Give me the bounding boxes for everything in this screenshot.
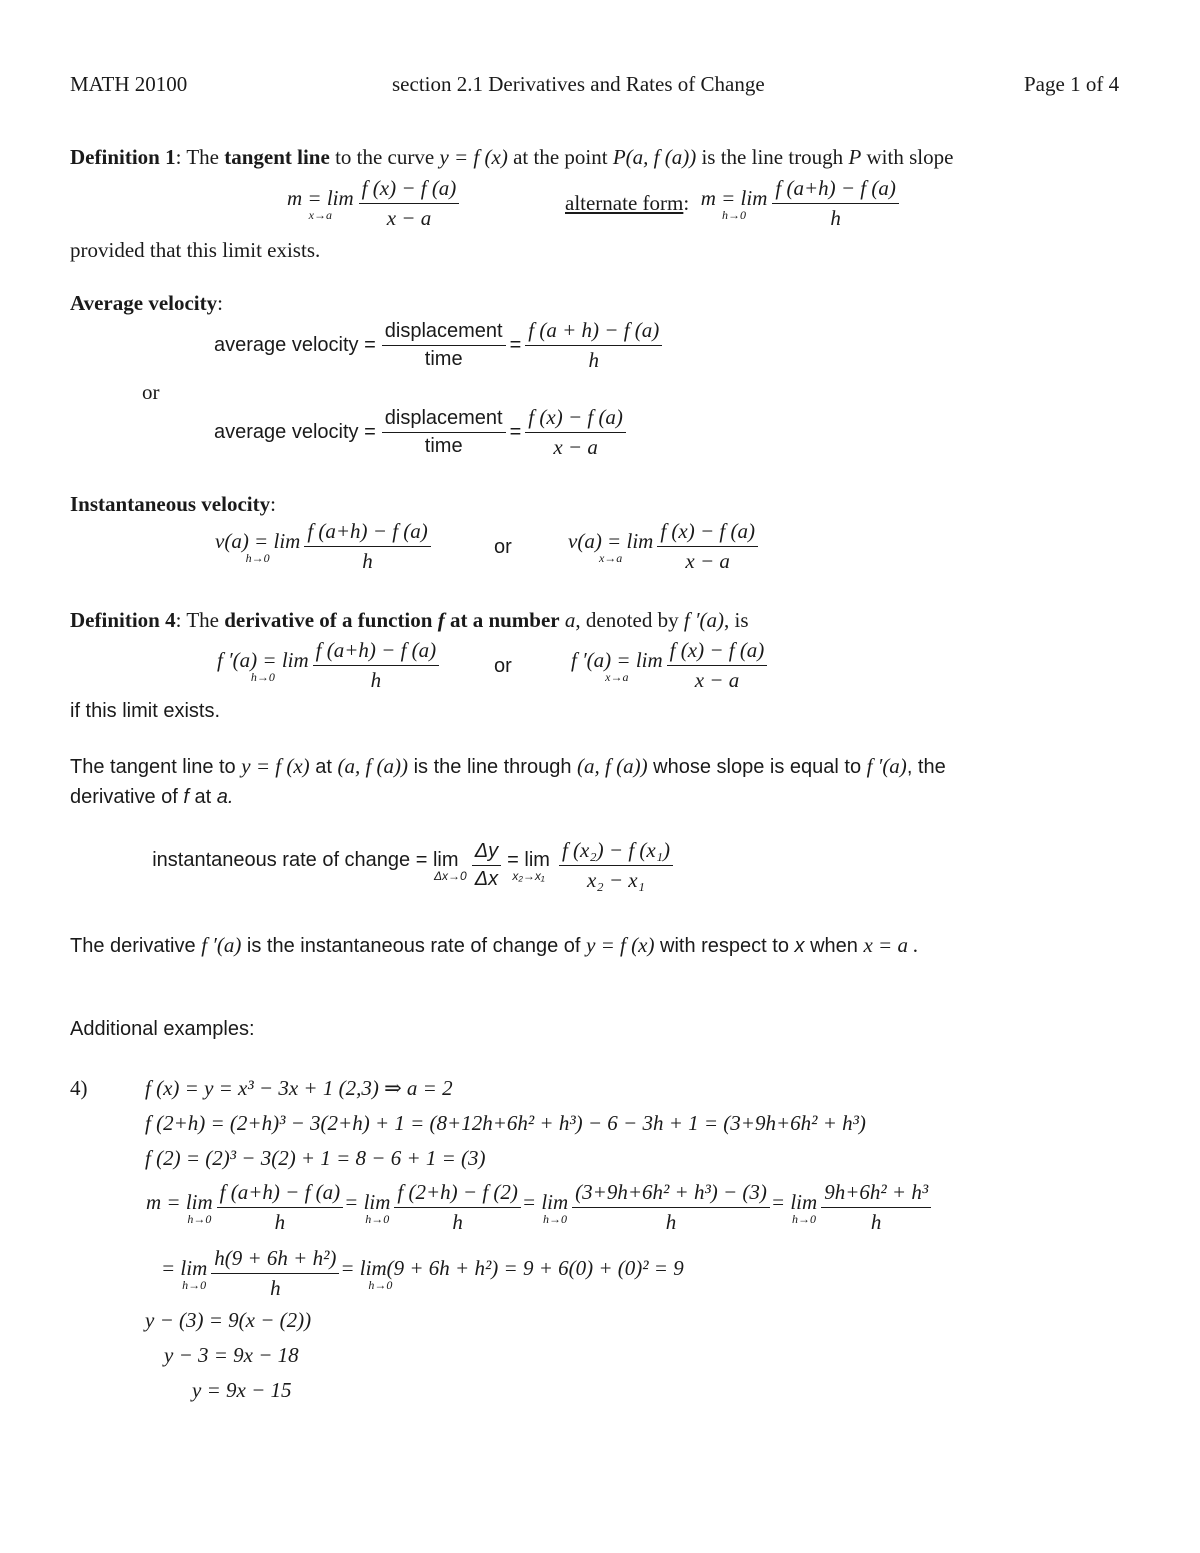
tangent-line-note: The tangent line to y = f (x) at (a, f (a)) is the line through (a, f (a)) whose slope is equal to f ′(a), the [70,754,946,778]
section-title: section 2.1 Derivatives and Rates of Change [392,72,765,96]
example-limit-line: = lim h→0 $\frac{\text{h(9 + 6h + h²)}}{h}$ = lim(9 + 6h + h²) = 9 + 6(0) + (0)² = 9 h→0 [161,1246,684,1300]
additional-examples-heading: Additional examples: [70,1018,255,1040]
slope-formula: m = lim x→a $\frac{f (x) - f (a)}{x - a}$ [286,176,459,231]
definition-1-label: Definition 1 [70,145,176,169]
example-expansion-line: f (2+h) = (2+h)³ − 3(2+h) + 1 = (8+12h+6h² + h³) − 6 − 3h + 1 = (3+9h+6h² + h³) [145,1111,866,1135]
definition-1-footer: provided that this limit exists. [70,238,321,262]
alternate-slope-formula: alternate form : m = lim h→0 $\frac{f (a+h) - f (a)}{h}$ [565,176,899,231]
alternate-form-label: alternate form [565,191,684,215]
tangent-line-term: tangent line [224,145,330,169]
derivative-formula-1: f ′(a) = lim h→0 $\frac{f (a+h) - f (a)}{h}$ [216,638,439,693]
example-point-slope-line: y − (3) = 9(x − (2)) [145,1308,312,1332]
or-separator: or [494,536,512,558]
tangent-line-note-line-2: derivative of f at a. [70,786,234,808]
or-separator: or [494,655,512,677]
course-code: MATH 20100 [70,72,188,96]
derivative-rate-note: The derivative f ′(a) is the instantaneous rate of change of y = f (x) with respect to x when x = a . [70,933,919,957]
example-evaluation-line: f (2) = (2)³ − 3(2) + 1 = 8 − 6 + 1 = (3) [145,1146,486,1170]
example-slope-computation: m = lim h→0 $\frac{f (a+h) - f (a)}{h}$ = lim h→0 $\frac{f (2+h) - f (2)}{h}$ = lim h→0 $\frac{\text{(3+9h+6h² + h³) − (3)}}{h}$ = lim h→0 $\frac{\text{9h+6h² + h³}}{h}$ [145,1180,931,1235]
average-velocity-formula-2: average velocity = $\frac{\text{displacement}}{\text{time}}$ = $\frac{f (x) - f (a)}{x - a}$ [214,405,626,460]
definition-1-statement: Definition 1: The tangent line to the curve y = f (x) at the point P(a, f (a)) is the line trough P with slope [70,145,954,169]
instantaneous-velocity-formula-1: v(a) = lim h→0 $\frac{f (a+h) - f (a)}{h}$ [214,519,431,574]
example-final-line: y = 9x − 15 [192,1378,292,1402]
average-velocity-formula-1: average velocity = $\frac{\text{displacement}}{\text{time}}$ = $\frac{f (a + h) - f (a)}{h}$ [214,318,662,373]
instantaneous-velocity-heading: Instantaneous velocity: [70,492,276,516]
page-number: Page 1 of 4 [1024,72,1120,96]
definition-4-label: Definition 4 [70,608,176,632]
example-number: 4) [70,1076,88,1100]
definition-4-footer: if this limit exists. [70,700,221,722]
average-velocity-heading: Average velocity: [70,291,223,315]
definition-4-statement: Definition 4: The derivative of a function f at a number a, denoted by f ′(a), is [70,608,749,632]
instantaneous-velocity-formula-2: v(a) = lim x→a $\frac{f (x) - f (a)}{x - a}$ [567,519,758,574]
or-separator: or [142,380,160,404]
rate-of-change-formula: instantaneous rate of change = lim Δx→0 $\frac{\Delta y}{\Delta x}$ = lim x₂→x₁ $\frac{\text{f (x₂) − f (x₁)}}{\text{x₂ − x₁}}$ [143,838,673,893]
example-simplified-line: y − 3 = 9x − 18 [164,1343,299,1367]
example-function-line: f (x) = y = x³ − 3x + 1 (2,3) ⇒ a = 2 [145,1076,453,1100]
derivative-formula-2: f ′(a) = lim x→a $\frac{f (x) - f (a)}{x - a}$ [570,638,767,693]
